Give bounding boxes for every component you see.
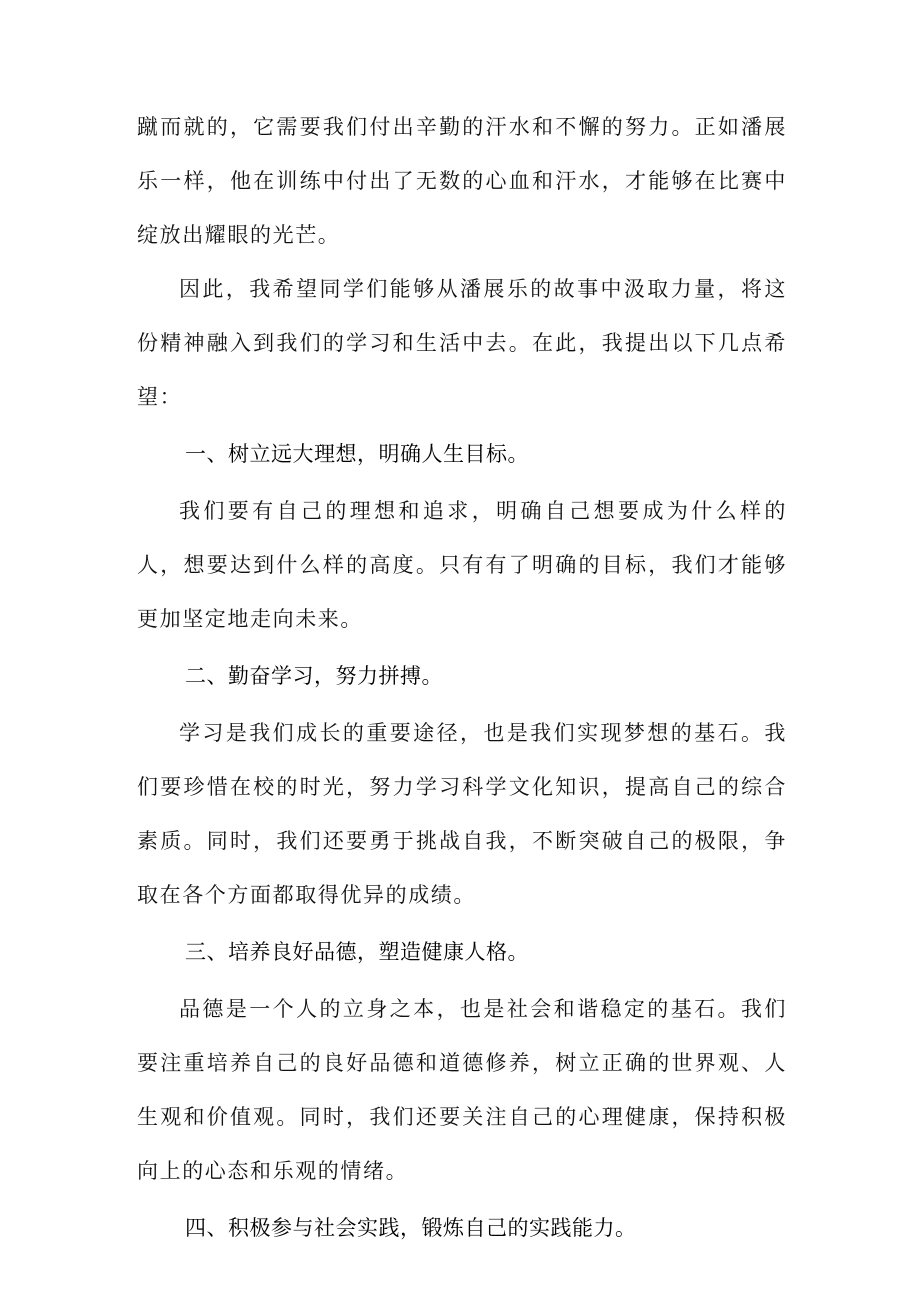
- document-body: [137, 100, 787, 1258]
- paragraph-hopes-intro: 因此，我希望同学们能够从潘展乐的故事中汲取力量，将这份精神融入到我们的学习和生活中去。在此，我提出以下几点希望：: [137, 277, 787, 409]
- heading-point-1: 一、树立远大理想，明确人生目标。: [185, 442, 529, 466]
- heading-point-3: 三、培养良好品德，塑造健康人格。: [185, 940, 529, 964]
- heading-point-2: 二、勤奋学习，努力拼搏。: [185, 664, 443, 688]
- paragraph-point-1: 我们要有自己的理想和追求，明确自己想要成为什么样的人，想要达到什么样的高度。只有有了明确的目标，我们才能够更加坚定地走向未来。: [137, 499, 787, 631]
- heading-point-4: 四、积极参与社会实践，锻炼自己的实践能力。: [185, 1216, 637, 1240]
- paragraph-point-2: 学习是我们成长的重要途径，也是我们实现梦想的基石。我们要珍惜在校的时光，努力学习科学文化知识，提高自己的综合素质。同时，我们还要勇于挑战自我，不断突破自己的极限，争取在各个方面都取得优异的成绩。: [137, 721, 787, 907]
- paragraph-continuation: 蹴而就的，它需要我们付出辛勤的汗水和不懈的努力。正如潘展乐一样，他在训练中付出了无数的心血和汗水，才能够在比赛中绽放出耀眼的光芒。: [137, 115, 787, 247]
- paragraph-point-3: 品德是一个人的立身之本，也是社会和谐稳定的基石。我们要注重培养自己的良好品德和道德修养，树立正确的世界观、人生观和价值观。同时，我们还要关注自己的心理健康，保持积极向上的心态和乐观的情绪。: [137, 997, 787, 1183]
